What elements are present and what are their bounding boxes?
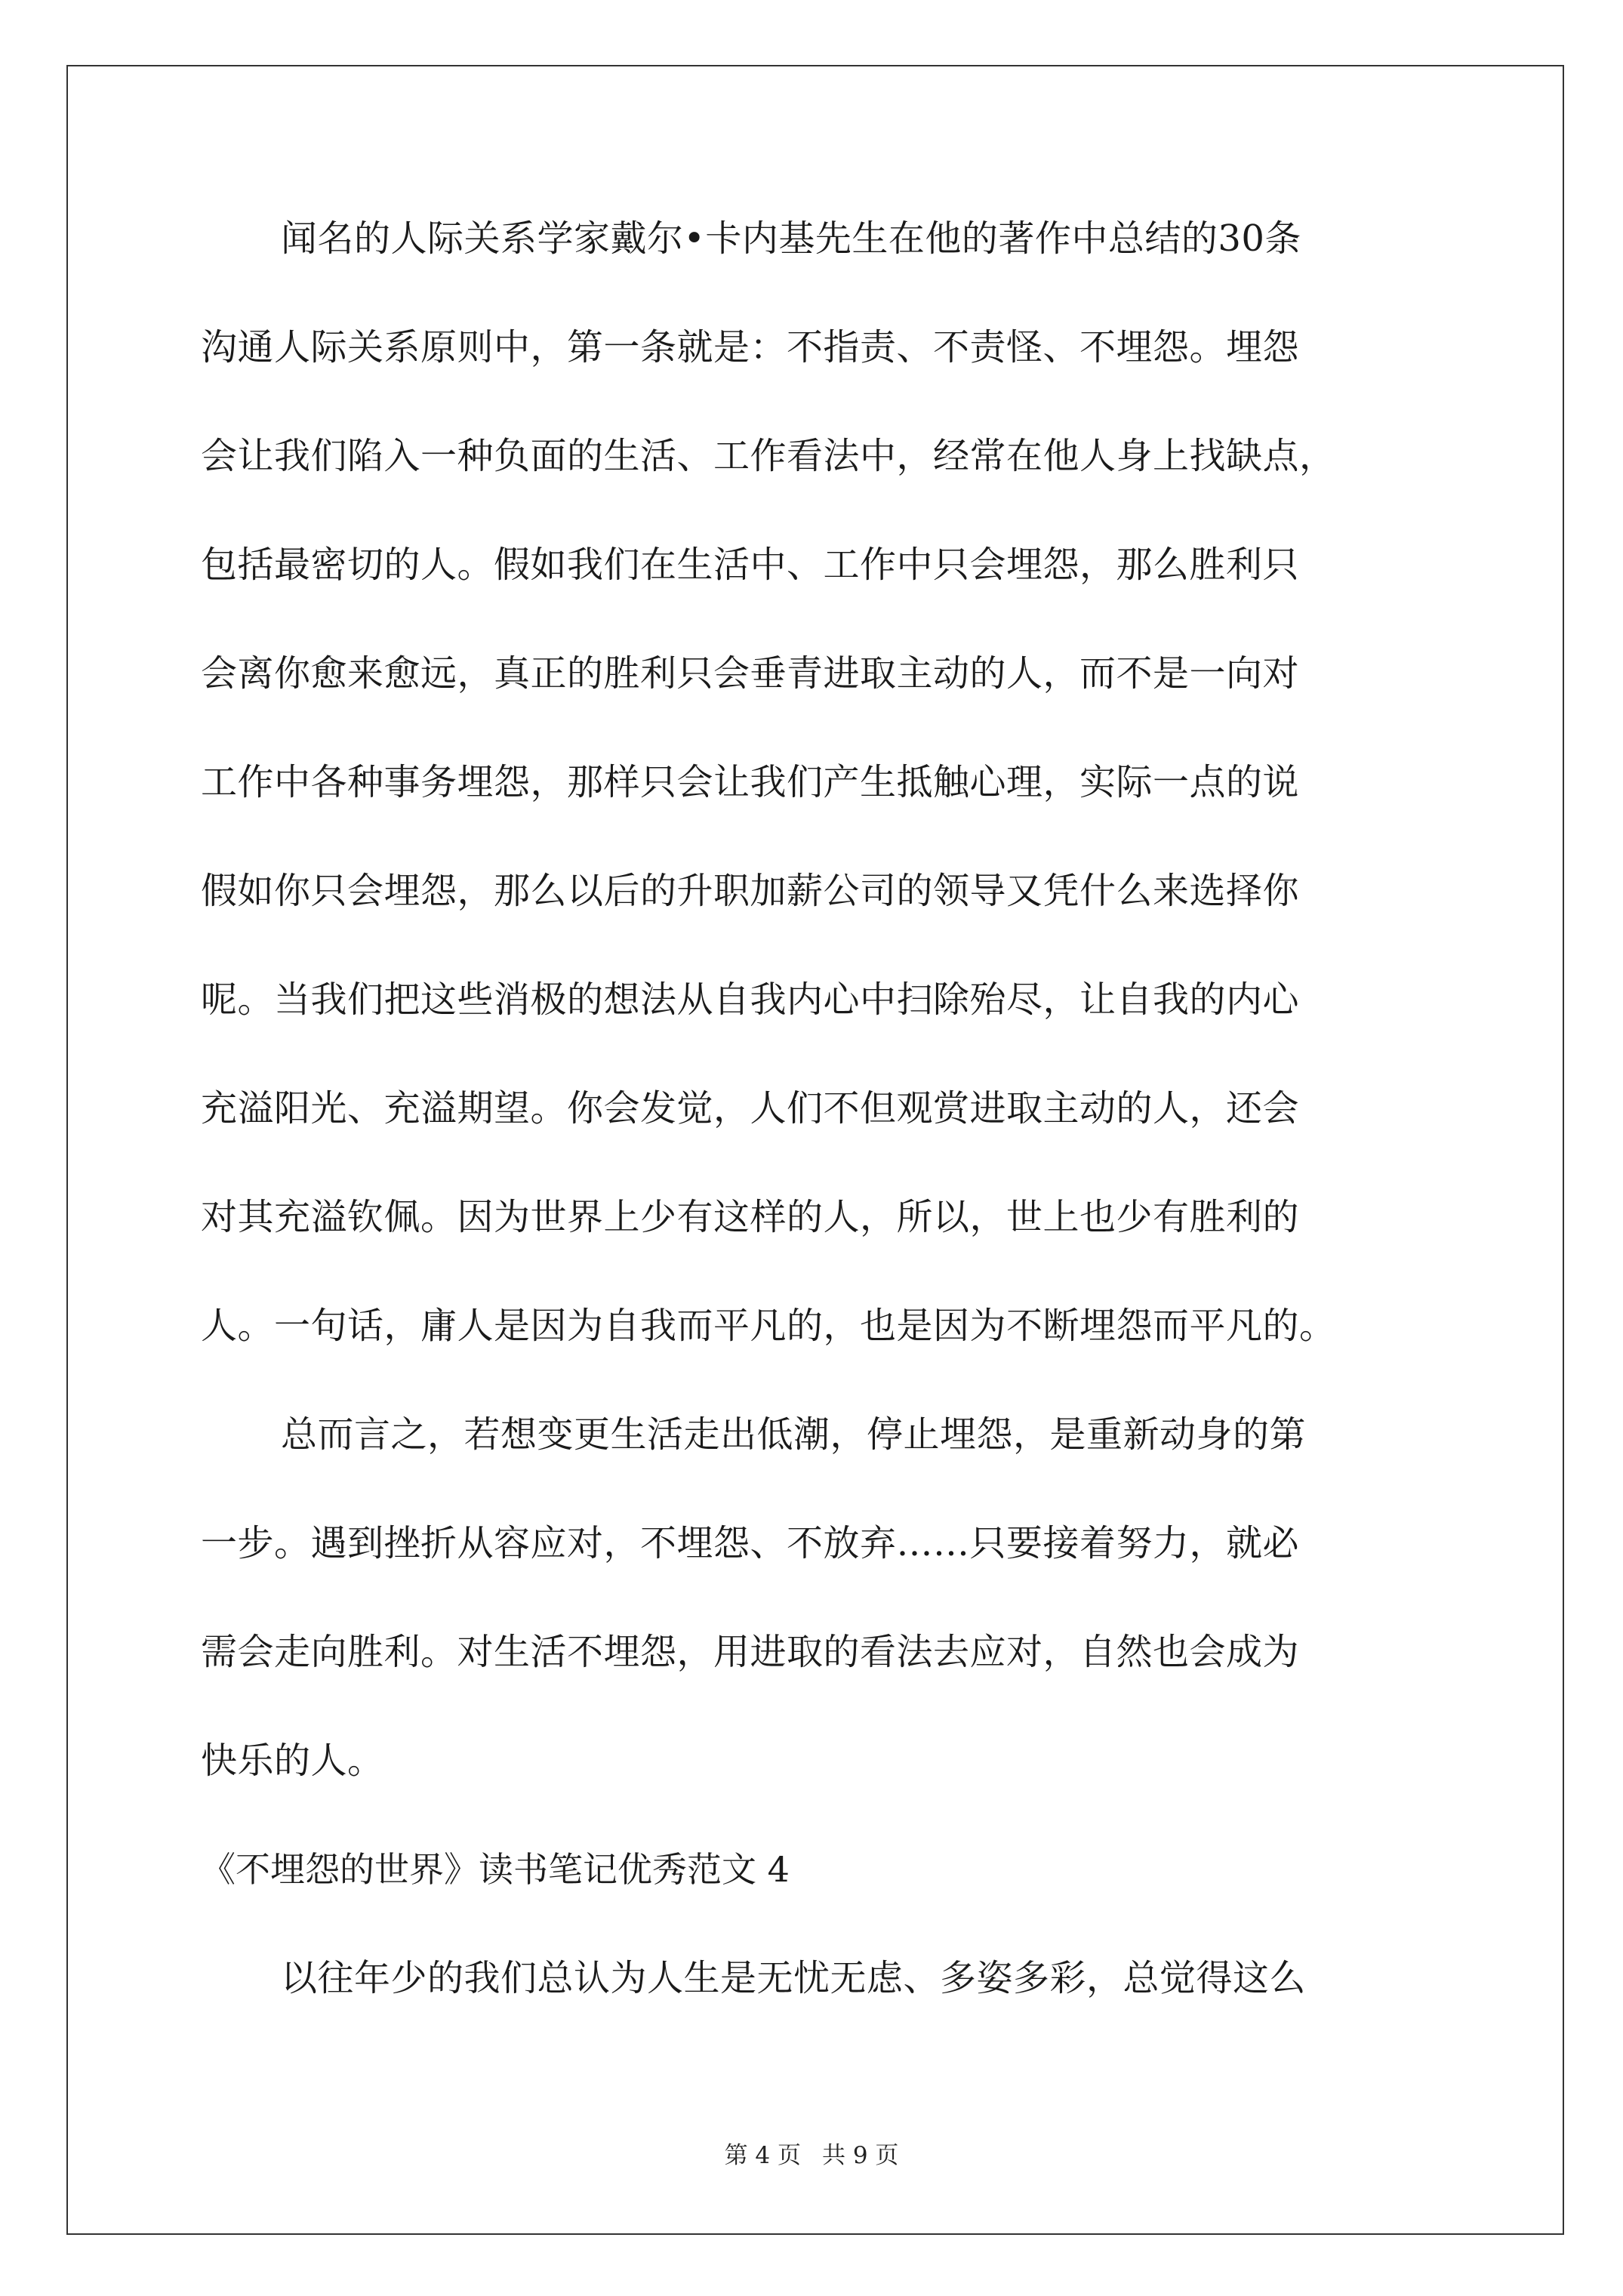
text-line: 总而言之，若想变更生活走出低潮，停止埋怨，是重新动身的第	[281, 1413, 1307, 1456]
text-line: 呢。当我们把这些消极的想法从自我内心中扫除殆尽，让自我的内心	[201, 978, 1300, 1021]
text-line: 沟通人际关系原则中，第一条就是：不指责、不责怪、不埋怨。埋怨	[201, 326, 1300, 368]
section-heading: 《不埋怨的世界》读书笔记优秀范文 4	[201, 1849, 790, 1890]
text-line: 充溢阳光、充溢期望。你会发觉，人们不但观赏进取主动的人，还会	[201, 1087, 1300, 1130]
document-body	[201, 217, 1469, 2068]
page-number-current: 第 4 页	[724, 2142, 801, 2169]
text-line: 会让我们陷入一种负面的生活、工作看法中，经常在他人身上找缺点，	[201, 435, 1336, 477]
page-number-total: 共 9 页	[822, 2142, 899, 2169]
text-line: 对其充溢钦佩。因为世界上少有这样的人，所以，世上也少有胜利的	[201, 1196, 1300, 1238]
text-line: 一步。遇到挫折从容应对，不埋怨、不放弃……只要接着努力，就必	[201, 1522, 1300, 1564]
text-line: 假如你只会埋怨，那么以后的升职加薪公司的领导又凭什么来选择你	[201, 870, 1300, 912]
text-line: 工作中各种事务埋怨，那样只会让我们产生抵触心理，实际一点的说	[201, 761, 1300, 803]
text-line: 包括最密切的人。假如我们在生活中、工作中只会埋怨，那么胜利只	[201, 544, 1300, 586]
text-line: 会离你愈来愈远，真正的胜利只会垂青进取主动的人，而不是一向对	[201, 652, 1300, 695]
text-line: 需会走向胜利。对生活不埋怨，用进取的看法去应对，自然也会成为	[201, 1631, 1300, 1673]
text-line: 以往年少的我们总认为人生是无忧无虑、多姿多彩，总觉得这么	[281, 1957, 1307, 1999]
text-line: 快乐的人。	[201, 1740, 384, 1782]
text-line: 人。一句话，庸人是因为自我而平凡的，也是因为不断埋怨而平凡的。	[201, 1305, 1336, 1347]
text-line: 闻名的人际关系学家戴尔•卡内基先生在他的著作中总结的30条	[281, 217, 1301, 260]
page-footer	[0, 2140, 1623, 2171]
